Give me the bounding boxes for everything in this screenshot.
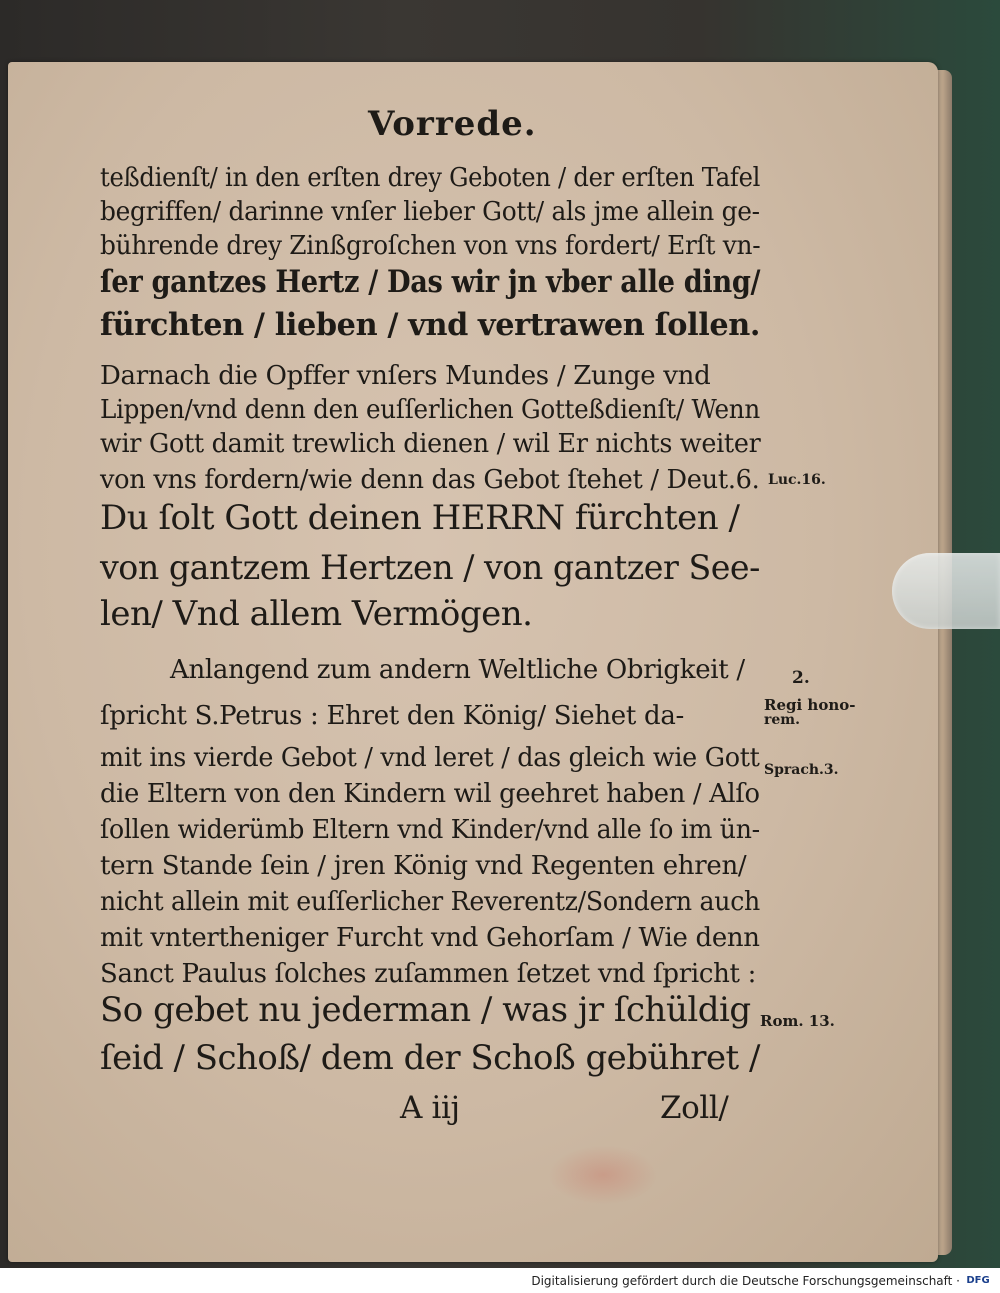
body-line-17: ſollen widerümb Eltern vnd Kinder/vnd alle ſo im ün- xyxy=(100,815,760,845)
body-line-15: mit ins vierde Gebot / vnd leret / das gleich wie Gott xyxy=(100,743,760,773)
body-line-1: teßdienſt/ in den erſten drey Geboten / der erſten Tafel xyxy=(100,163,761,193)
body-line-19: nicht allein mit euſſerlicher Reverentz/Sondern auch xyxy=(100,887,760,917)
margin-note-sprach: Sprach.3. xyxy=(764,762,839,778)
body-line-9: von vns fordern/wie denn das Gebot ſtehet / Deut.6. xyxy=(100,465,760,495)
body-line-2: begriffen/ darinne vnſer lieber Gott/ als jme allein ge- xyxy=(100,197,760,227)
body-line-22: So gebet nu jederman / was jr ſchüldig xyxy=(100,990,751,1030)
margin-note-two: 2. xyxy=(792,668,810,688)
dfg-logo: DFG xyxy=(966,1275,990,1286)
body-line-23: ſeid / Schoß/ dem der Schoß gebühret / xyxy=(100,1038,760,1078)
body-line-10: Du ſolt Gott deinen HERRN fürchten / xyxy=(100,498,740,538)
body-line-3: bührende drey Zinßgroſchen von vns fordert/ Erſt vn- xyxy=(100,231,761,261)
body-line-16: die Eltern von den Kindern wil geehret haben / Alſo xyxy=(100,779,760,809)
page-tab-marker xyxy=(892,553,1000,629)
margin-note-luc: Luc.16. xyxy=(768,472,826,488)
body-line-4: ſer gantzes Hertz / Das wir jn vber alle ding/ xyxy=(100,264,761,300)
body-line-6: Darnach die Opffer vnſers Mundes / Zunge vnd xyxy=(100,361,711,391)
body-line-8: wir Gott damit trewlich dienen / wil Er nichts weiter xyxy=(100,429,761,459)
body-line-13: Anlangend zum andern Weltliche Obrigkeit / xyxy=(170,655,745,685)
body-line-20: mit vntertheniger Furcht vnd Gehorſam / Wie denn xyxy=(100,923,760,953)
margin-note-regi: Regi hono- xyxy=(764,696,856,714)
page-header: Vorrede. xyxy=(368,104,537,144)
body-line-21: Sanct Paulus ſolches zuſammen ſetzet vnd ſpricht : xyxy=(100,959,757,989)
body-line-18: tern Stande ſein / jren König vnd Regenten ehren/ xyxy=(100,851,747,881)
body-line-11: von gantzem Hertzen / von gantzer See- xyxy=(100,548,760,588)
body-line-7: Lippen/vnd denn den euſſerlichen Gotteßdienſt/ Wenn xyxy=(100,395,760,425)
margin-note-rom: Rom. 13. xyxy=(760,1012,835,1030)
margin-note-rem: rem. xyxy=(764,712,800,728)
signature-mark: A iij xyxy=(400,1090,460,1126)
body-line-14: ſpricht S.Petrus : Ehret den König/ Siehet da- xyxy=(100,701,685,731)
body-line-12: len/ Vnd allem Vermögen. xyxy=(100,594,533,634)
catchword: Zoll/ xyxy=(660,1090,729,1126)
digitization-credit: Digitalisierung gefördert durch die Deutsche Forschungsgemeinschaft · xyxy=(531,1274,960,1288)
page-stain xyxy=(548,1145,658,1205)
body-line-5: fürchten / lieben / vnd vertrawen ſollen. xyxy=(100,307,761,343)
